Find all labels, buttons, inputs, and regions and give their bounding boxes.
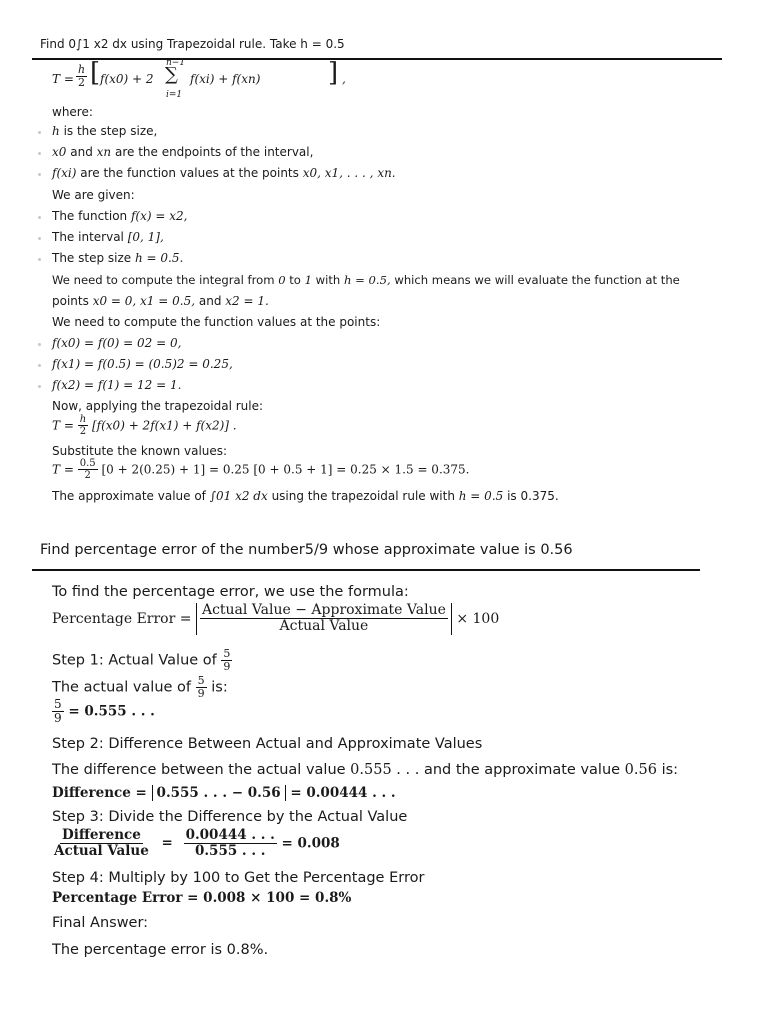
ratio-equation: $\frac{\text{Difference}}{\text{Actual Value}}$ = $\frac{0.00444 . . .}{0.555 . . .}$ = 0.008 — [54, 827, 340, 859]
divider-2 — [32, 569, 700, 571]
need-function-values: We need to compute the function values at the points: — [52, 315, 381, 329]
percentage-error-formula: Percentage Error = $\frac{\text{Actual Value − Approximate Value}}{\text{Actual Value}}$ × 100 — [52, 602, 500, 635]
bullet — [38, 364, 41, 367]
given-label: We are given: — [52, 188, 135, 202]
function-value-0: f(x0) = f(0) = 02 = 0, — [52, 336, 182, 350]
formula-intro: To find the percentage error, we use the formula: — [52, 584, 409, 600]
bullet — [38, 152, 41, 155]
final-answer: The percentage error is 0.8%. — [52, 942, 269, 958]
bullet — [38, 385, 41, 388]
given-interval: The interval [0, 1], — [52, 230, 164, 244]
actual-value-line: The actual value of $\frac{5}{9}$ is: — [52, 674, 228, 701]
trapezoid-calculation: T = $\frac{0.5}{2}$ [0 + 2(0.25) + 1] = 0.25 [0 + 0.5 + 1] = 0.25 × 1.5 = 0.375. — [52, 458, 470, 481]
percentage-error-equation: Percentage Error = 0.008 × 100 = 0.8% — [52, 890, 352, 906]
trapezoid-rule-applied: T = $\frac{h}{2}$ [f(x0) + 2f(x1) + f(x2)] . — [52, 414, 237, 437]
divider-1 — [32, 58, 722, 60]
where-label: where: — [52, 105, 93, 119]
need-integral-line1: We need to compute the integral from 0 to 1 with h = 0.5, which means we will evaluate the function at the — [52, 273, 680, 287]
given-step: The step size h = 0.5. — [52, 251, 184, 265]
actual-value-equation: $\frac{5}{9}$ = 0.555 . . . — [54, 697, 155, 726]
difference-equation: Difference = 0.555 . . . − 0.56 = 0.00444 . . . — [52, 785, 396, 801]
bullet — [38, 343, 41, 346]
need-integral-line2: points x0 = 0, x1 = 0.5, and x2 = 1. — [52, 294, 269, 308]
step-1: Step 1: Actual Value of $\frac{5}{9}$ — [52, 647, 231, 674]
bullet — [38, 173, 41, 176]
question-title-2: Find percentage error of the number5/9 whose approximate value is 0.56 — [40, 542, 573, 558]
substitute-label: Substitute the known values: — [52, 444, 228, 458]
def-step-size: h is the step size, — [52, 124, 158, 138]
function-value-2: f(x2) = f(1) = 12 = 1. — [52, 378, 182, 392]
bullet — [38, 237, 41, 240]
final-answer-label: Final Answer: — [52, 915, 149, 931]
def-endpoints: x0 and xn are the endpoints of the interval, — [52, 145, 314, 159]
bullet — [38, 216, 41, 219]
apply-label: Now, applying the trapezoidal rule: — [52, 399, 264, 413]
conclusion-1: The approximate value of ∫01 x2 dx using the trapezoidal rule with h = 0.5 is 0.375. — [52, 489, 559, 503]
bullet — [38, 131, 41, 134]
question-title-1: Find 0∫1 x2 dx using Trapezoidal rule. Take h = 0.5 — [40, 37, 345, 51]
def-function-values: f(xi) are the function values at the points x0, x1, . . . , xn. — [52, 166, 396, 180]
given-function: The function f(x) = x2, — [52, 209, 188, 223]
function-value-1: f(x1) = f(0.5) = (0.5)2 = 0.25, — [52, 357, 233, 371]
step-2: Step 2: Difference Between Actual and Approximate Values — [52, 736, 483, 752]
difference-text: The difference between the actual value 0.555 . . . and the approximate value 0.56 is: — [52, 762, 679, 778]
bullet — [38, 258, 41, 261]
step-4: Step 4: Multiply by 100 to Get the Percentage Error — [52, 870, 425, 886]
step-3: Step 3: Divide the Difference by the Actual Value — [52, 809, 408, 825]
